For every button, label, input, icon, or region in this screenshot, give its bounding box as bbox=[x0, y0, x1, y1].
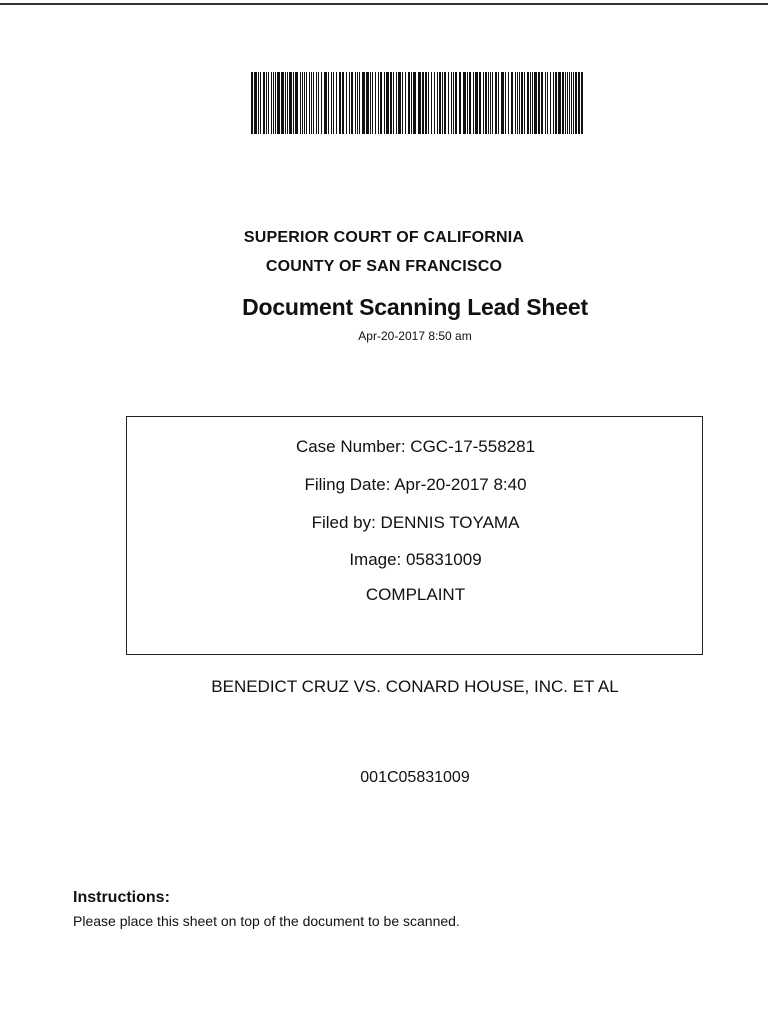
barcode-image bbox=[251, 72, 584, 134]
image-value: 05831009 bbox=[406, 550, 482, 569]
filed-by-line bbox=[127, 513, 704, 533]
case-number-value: CGC-17-558281 bbox=[410, 437, 536, 456]
case-number-label: Case Number: bbox=[295, 437, 406, 456]
top-edge-rule bbox=[0, 3, 768, 5]
filing-date-label: Filing Date: bbox=[304, 475, 391, 494]
court-name: SUPERIOR COURT OF CALIFORNIA bbox=[243, 229, 525, 246]
case-parties: BENEDICT CRUZ VS. CONARD HOUSE, INC. ET AL bbox=[211, 677, 619, 696]
instructions-text: Please place this sheet on top of the document to be scanned. bbox=[73, 913, 460, 929]
filing-date-line bbox=[127, 475, 704, 495]
filing-date-value: Apr-20-2017 8:40 bbox=[394, 475, 527, 494]
document-type: COMPLAINT bbox=[365, 585, 466, 604]
image-label: Image: bbox=[349, 550, 402, 569]
document-code: 001C05831009 bbox=[360, 769, 470, 786]
filed-by-label: Filed by: bbox=[311, 513, 376, 532]
image-line bbox=[127, 550, 704, 570]
instructions-heading: Instructions: bbox=[73, 889, 170, 906]
case-number-line bbox=[127, 437, 704, 457]
court-county: COUNTY OF SAN FRANCISCO bbox=[265, 258, 503, 275]
filed-by-value: DENNIS TOYAMA bbox=[380, 513, 520, 532]
sheet-timestamp: Apr-20-2017 8:50 am bbox=[358, 329, 472, 343]
case-info-box bbox=[126, 416, 703, 655]
sheet-title: Document Scanning Lead Sheet bbox=[242, 294, 588, 320]
